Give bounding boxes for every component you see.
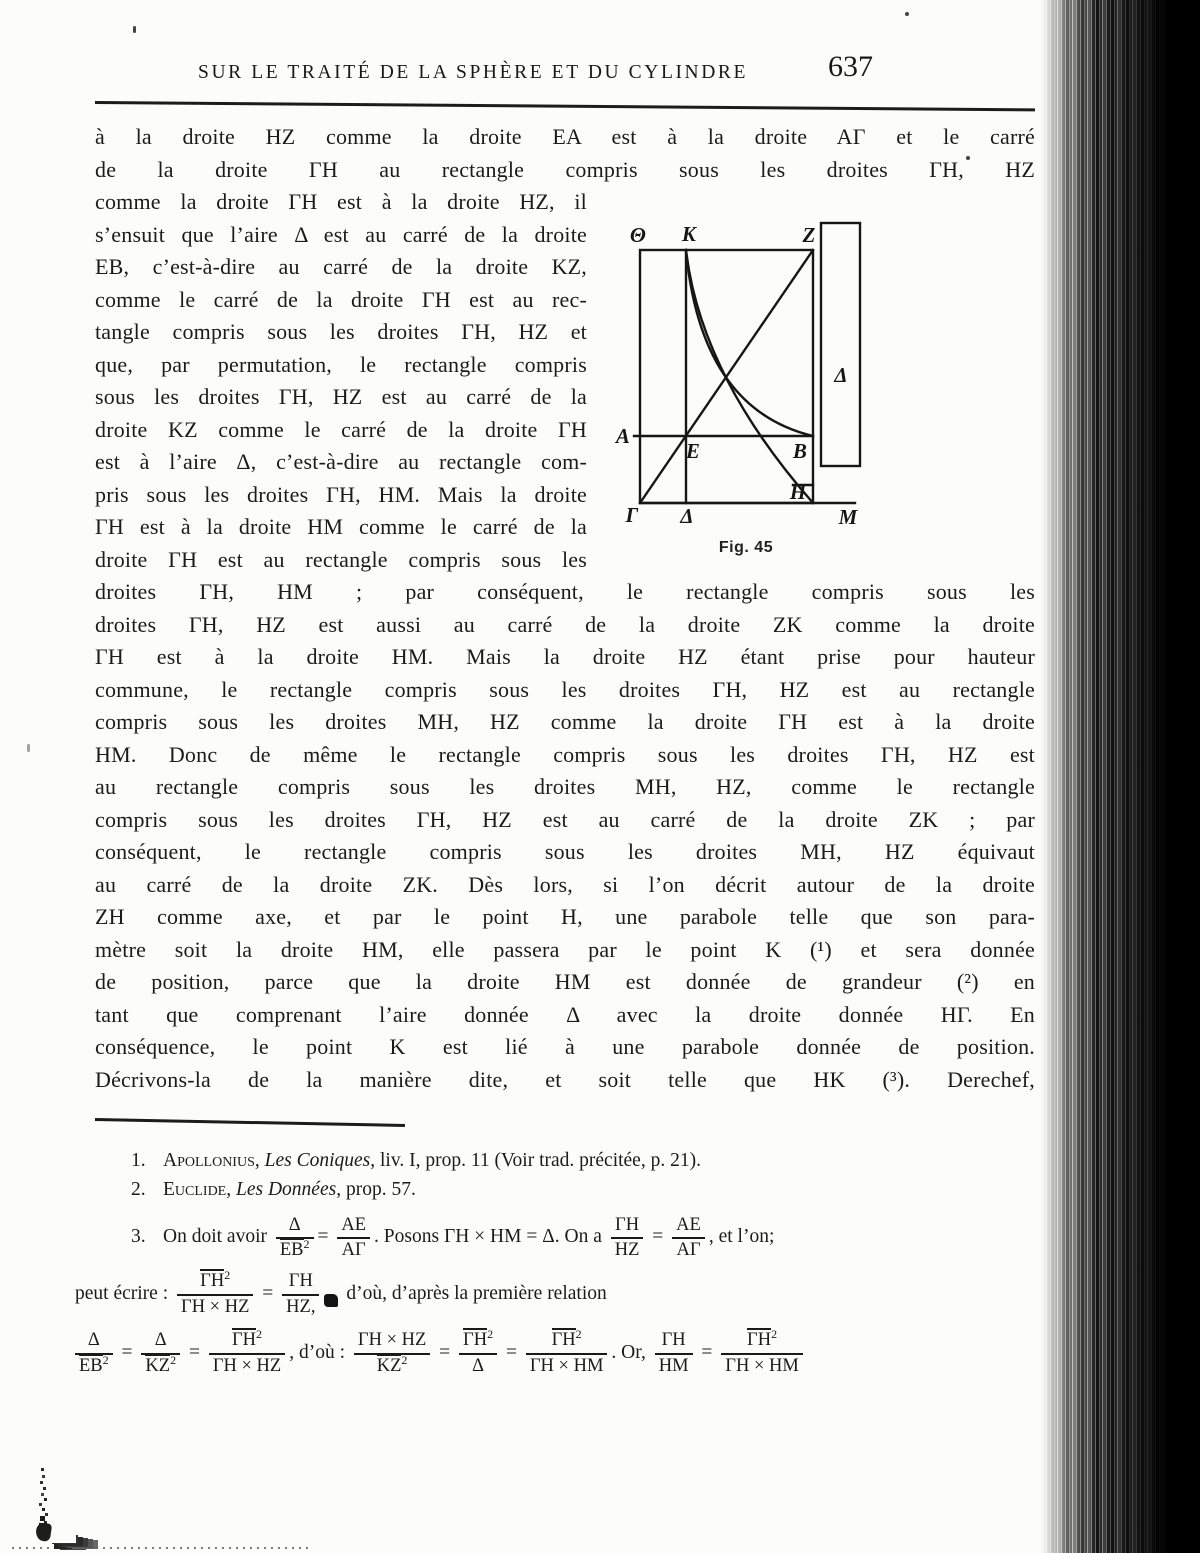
figure-label-M: M [838, 505, 858, 529]
text-line: HM. Donc de même le rectangle compris sous les droites ΓH, HZ est [95, 741, 1035, 767]
text-line: droites ΓH, HZ est aussi au carré de la droite ZK comme la droite [95, 611, 1035, 637]
text-line: ΓH est à la droite HM. Mais la droite HZ étant prise pour hauteur [95, 644, 1035, 669]
footnotes [75, 1146, 1035, 1379]
text-line: comme la droite ΓH est à la droite HZ, il [95, 189, 587, 214]
scan-artifact-dotted-line [12, 1547, 312, 1549]
footnote-3 [95, 1213, 1035, 1263]
paragraph-top [95, 121, 1035, 186]
scan-speck [27, 744, 30, 752]
figure-caption: Fig. 45 [718, 539, 774, 556]
text-line: Décrivons-la de la manière dite, et soit telle que HK (³). Derechef, [95, 1066, 1035, 1092]
body-text [95, 121, 1035, 1096]
text-line: droite ΓH est au rectangle compris sous les [95, 546, 587, 572]
book-binding-shadow [1040, 0, 1200, 1553]
page-number: 637 [828, 50, 873, 83]
text-line: EB, c’est-à-dire au carré de la droite KZ, [95, 254, 587, 279]
footnote-separator [95, 1118, 405, 1126]
figure-area-delta-rectangle [821, 223, 860, 466]
figure-label-Z: Z [802, 223, 816, 247]
footnote-text: Apollonius, Les Coniques, liv. I, prop. 11 (Voir trad. précitée, p. 21). [163, 1149, 701, 1171]
footnote-number: 3. [131, 1225, 146, 1247]
text-and-figure-row [95, 186, 1035, 576]
text-line: droite KZ comme le carré de la droite ΓH [95, 416, 587, 442]
text-line: conséquence, le point K est lié à une parabole donnée de position. [95, 1034, 1035, 1059]
figure-label-B: B [792, 439, 808, 463]
text-line: ΓH est à la droite HM comme le carré de la [95, 514, 587, 539]
text-line: commune, le rectangle compris sous les droites ΓH, HZ est au rectangle [95, 676, 1035, 702]
figure-45-drawing [601, 215, 883, 530]
text-line: tangle compris sous les droites ΓH, HZ et [95, 319, 587, 344]
ink-blot [324, 1294, 338, 1307]
footnote-formula: $\frac{\Delta}{EB^2}$ = $\frac{\Delta}{KZ^2}$ = $\frac{\Gamma H^2}{\Gamma H \times HZ}$ , d’où : $\frac{\Gamma H \times HZ}{KZ^2}$ = $\frac{\Gamma H^2}{\Delta}$ = $\frac{\Gamma H^2}{\Gamma H \times HM}$ . Or, $\frac{\Gamma H}{HM}$ = $\frac{\Gamma H^2}{\Gamma H \times HM}$ [71, 1342, 807, 1363]
figure-label-theta: Θ [629, 223, 647, 247]
text-line: de position, parce que la droite HM est donnée de grandeur (²) en [95, 969, 1035, 994]
text-line: mètre soit la droite HM, elle passera par le point K (¹) et sera donnée [95, 936, 1035, 962]
text-line: conséquent, le rectangle compris sous les droites MH, HZ équivaut [95, 839, 1035, 864]
footnote-number: 2. [131, 1178, 146, 1200]
text-line: sous les droites ΓH, HZ est au carré de la [95, 384, 587, 409]
ink-smudge [41, 1468, 44, 1471]
ink-smudge [50, 1534, 76, 1543]
footnote-3-continued [71, 1328, 1035, 1378]
footnote-1 [95, 1146, 1035, 1175]
text-line: s’ensuit que l’aire Δ est au carré de la droite [95, 221, 587, 247]
page-content [75, 0, 1035, 1378]
header-rule [95, 101, 1035, 111]
figure-label-K: K [681, 222, 697, 246]
text-line: ZH comme axe, et par le point H, une parabole telle que son para- [95, 904, 1035, 929]
footnote-3-continued [75, 1269, 1035, 1319]
text-line: compris sous les droites MH, HZ comme la droite ΓH est à la droite [95, 709, 1035, 734]
figure-label-A: A [615, 424, 631, 448]
text-line: tant que comprenant l’aire donnée Δ avec la droite donnée HΓ. En [95, 1001, 1035, 1027]
paragraph-bottom [95, 576, 1035, 1096]
page-header [95, 0, 1035, 104]
text-line: à la droite HZ comme la droite EA est à la droite AΓ et le carré [95, 124, 1035, 149]
text-line: que, par permutation, le rectangle compris [95, 351, 587, 377]
footnote-formula: On doit avoir $\frac{\Delta}{EB^2}$ = $\frac{AE}{A\Gamma}$ . Posons ΓH × HM = Δ. On a $\frac{\Gamma H}{HZ}$ = $\frac{AE}{A\Gamma}$ , et l’on; [163, 1214, 775, 1260]
text-line: de la droite ΓH au rectangle compris sous les droites ΓH, HZ [95, 156, 1035, 182]
figure-label-gamma: Γ [625, 503, 639, 527]
figure-label-delta-area: Δ [834, 363, 848, 387]
footnote-number: 1. [131, 1149, 146, 1171]
text-line: pris sous les droites ΓH, HM. Mais la droite [95, 481, 587, 507]
text-line: compris sous les droites ΓH, HZ est au carré de la droite ZK ; par [95, 806, 1035, 832]
figure-label-H: H [789, 480, 807, 504]
figure-curve-K-H [686, 250, 813, 503]
text-line: au carré de la droite ZK. Dès lors, si l’on décrit autour de la droite [95, 871, 1035, 897]
figure-label-E: E [685, 439, 701, 463]
figure-label-delta: Δ [680, 504, 694, 528]
running-title: SUR LE TRAITÉ DE LA SPHÈRE ET DU CYLINDRE [198, 62, 749, 83]
footnote-2 [95, 1175, 1035, 1204]
footnote-text: Euclide, Les Données, prop. 57. [163, 1178, 416, 1200]
text-line: au rectangle compris sous les droites MH, HZ, comme le rectangle [95, 774, 1035, 799]
text-line: est à l’aire Δ, c’est-à-dire au rectangle com- [95, 449, 587, 474]
paragraph-beside-figure [95, 186, 587, 576]
text-line: comme le carré de la droite ΓH est au rec- [95, 286, 587, 312]
geometric-figure [601, 215, 883, 576]
text-line: droites ΓH, HM ; par conséquent, le rectangle compris sous les [95, 579, 1035, 604]
footnote-formula: peut écrire : $\frac{\Gamma H^2}{\Gamma H \times HZ}$ = $\frac{\Gamma H}{HZ,}$ d’où, d’après la première relation [75, 1268, 607, 1317]
